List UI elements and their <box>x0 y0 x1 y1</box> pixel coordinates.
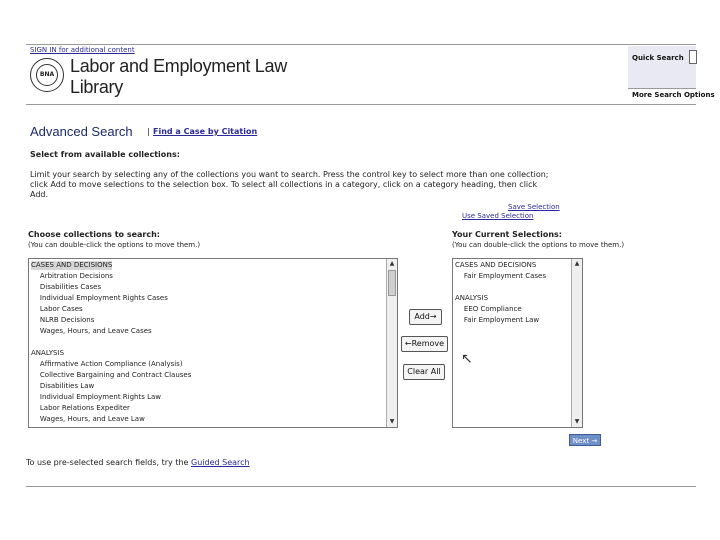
available-collection-option[interactable]: Wages, Hours, and Leave Law <box>31 415 145 423</box>
available-collection-option[interactable]: Labor Relations Expediter <box>31 404 130 412</box>
available-collection-option[interactable]: Affirmative Action Compliance (Analysis) <box>31 360 183 368</box>
save-selection-link[interactable]: Save Selection <box>508 203 560 211</box>
remove-button[interactable]: ←Remove <box>401 336 448 352</box>
library-title-line-1: Labor and Employment Law <box>70 56 287 76</box>
scroll-up-arrow-icon[interactable]: ▲ <box>574 260 580 267</box>
selected-collection-option[interactable]: Fair Employment Law <box>455 316 540 324</box>
guided-search-note <box>26 458 250 467</box>
available-collection-option[interactable]: Labor Cases <box>31 305 83 313</box>
quick-search-input[interactable] <box>689 50 697 64</box>
current-selections-list[interactable] <box>452 258 583 428</box>
current-selections-hint: (You can double-click the options to move them.) <box>452 241 625 249</box>
available-collection-option[interactable]: ANALYSIS <box>31 349 65 357</box>
header-bottom-rule <box>26 104 696 105</box>
choose-collections-hint: (You can double-click the options to move them.) <box>28 241 201 249</box>
instructions-text: Limit your search by selecting any of the collections you want to search. Press the control key to select more than one collection; click Add to move selections to the selection box. To select all collections in a category, click on a category heading, then click Add. <box>30 170 549 199</box>
clear-all-button[interactable]: Clear All <box>403 364 445 380</box>
library-title <box>70 56 287 98</box>
available-collection-option[interactable]: Disabilities Law <box>31 382 95 390</box>
available-collection-option[interactable]: Wages, Hours, and Leave Cases <box>31 327 152 335</box>
available-collection-option[interactable]: Disabilities Cases <box>31 283 102 291</box>
page-title: Advanced Search <box>30 124 133 139</box>
scroll-thumb[interactable] <box>388 270 396 296</box>
available-collection-option[interactable]: NLRB Decisions <box>31 316 95 324</box>
available-collection-option[interactable]: Collective Bargaining and Contract Clauses <box>31 371 192 379</box>
find-case-by-citation-link[interactable]: Find a Case by Citation <box>153 127 258 136</box>
current-selections-heading: Your Current Selections: <box>452 230 562 239</box>
header-top-rule <box>26 44 696 45</box>
mouse-cursor-icon: ↖ <box>461 351 473 367</box>
current-list-scrollbar[interactable] <box>571 259 582 427</box>
available-collection-option[interactable]: Individual Employment Rights Cases <box>31 294 168 302</box>
library-title-line-2: Library <box>70 77 123 97</box>
select-collections-heading: Select from available collections: <box>30 150 180 159</box>
footer-rule <box>26 486 696 487</box>
guided-search-link[interactable]: Guided Search <box>191 458 250 467</box>
quick-search-panel <box>628 46 696 88</box>
selected-collection-option[interactable]: EEO Compliance <box>455 305 522 313</box>
library-logo-icon <box>30 58 64 92</box>
scroll-down-arrow-icon[interactable]: ▼ <box>389 418 395 425</box>
selected-collection-option[interactable]: CASES AND DECISIONS <box>455 261 537 269</box>
scroll-down-arrow-icon[interactable]: ▼ <box>574 418 580 425</box>
available-collections-list[interactable] <box>28 258 398 428</box>
add-button[interactable]: Add→ <box>409 309 442 325</box>
logo-text: BNA <box>36 64 58 86</box>
sign-in-link[interactable]: SIGN IN for additional content <box>30 46 135 54</box>
choose-collections-heading: Choose collections to search: <box>28 230 160 239</box>
more-search-options-link[interactable]: More Search Options <box>632 91 715 99</box>
selected-collection-option[interactable]: Fair Employment Cases <box>455 272 546 280</box>
quick-search-divider <box>628 88 696 89</box>
next-button[interactable]: Next → <box>569 434 601 446</box>
available-list-scrollbar[interactable] <box>386 259 397 427</box>
scroll-up-arrow-icon[interactable]: ▲ <box>389 260 395 267</box>
available-collection-option[interactable]: Arbitration Decisions <box>31 272 113 280</box>
available-collection-option[interactable]: CASES AND DECISIONS <box>31 261 113 269</box>
quick-search-label: Quick Search <box>632 54 684 62</box>
guided-search-text: To use pre-selected search fields, try the <box>26 458 189 467</box>
use-saved-selection-link[interactable]: Use Saved Selection <box>462 212 534 220</box>
selected-collection-option[interactable]: ANALYSIS <box>455 294 489 302</box>
available-collection-option[interactable]: Individual Employment Rights Law <box>31 393 162 401</box>
title-separator: | <box>147 127 150 136</box>
